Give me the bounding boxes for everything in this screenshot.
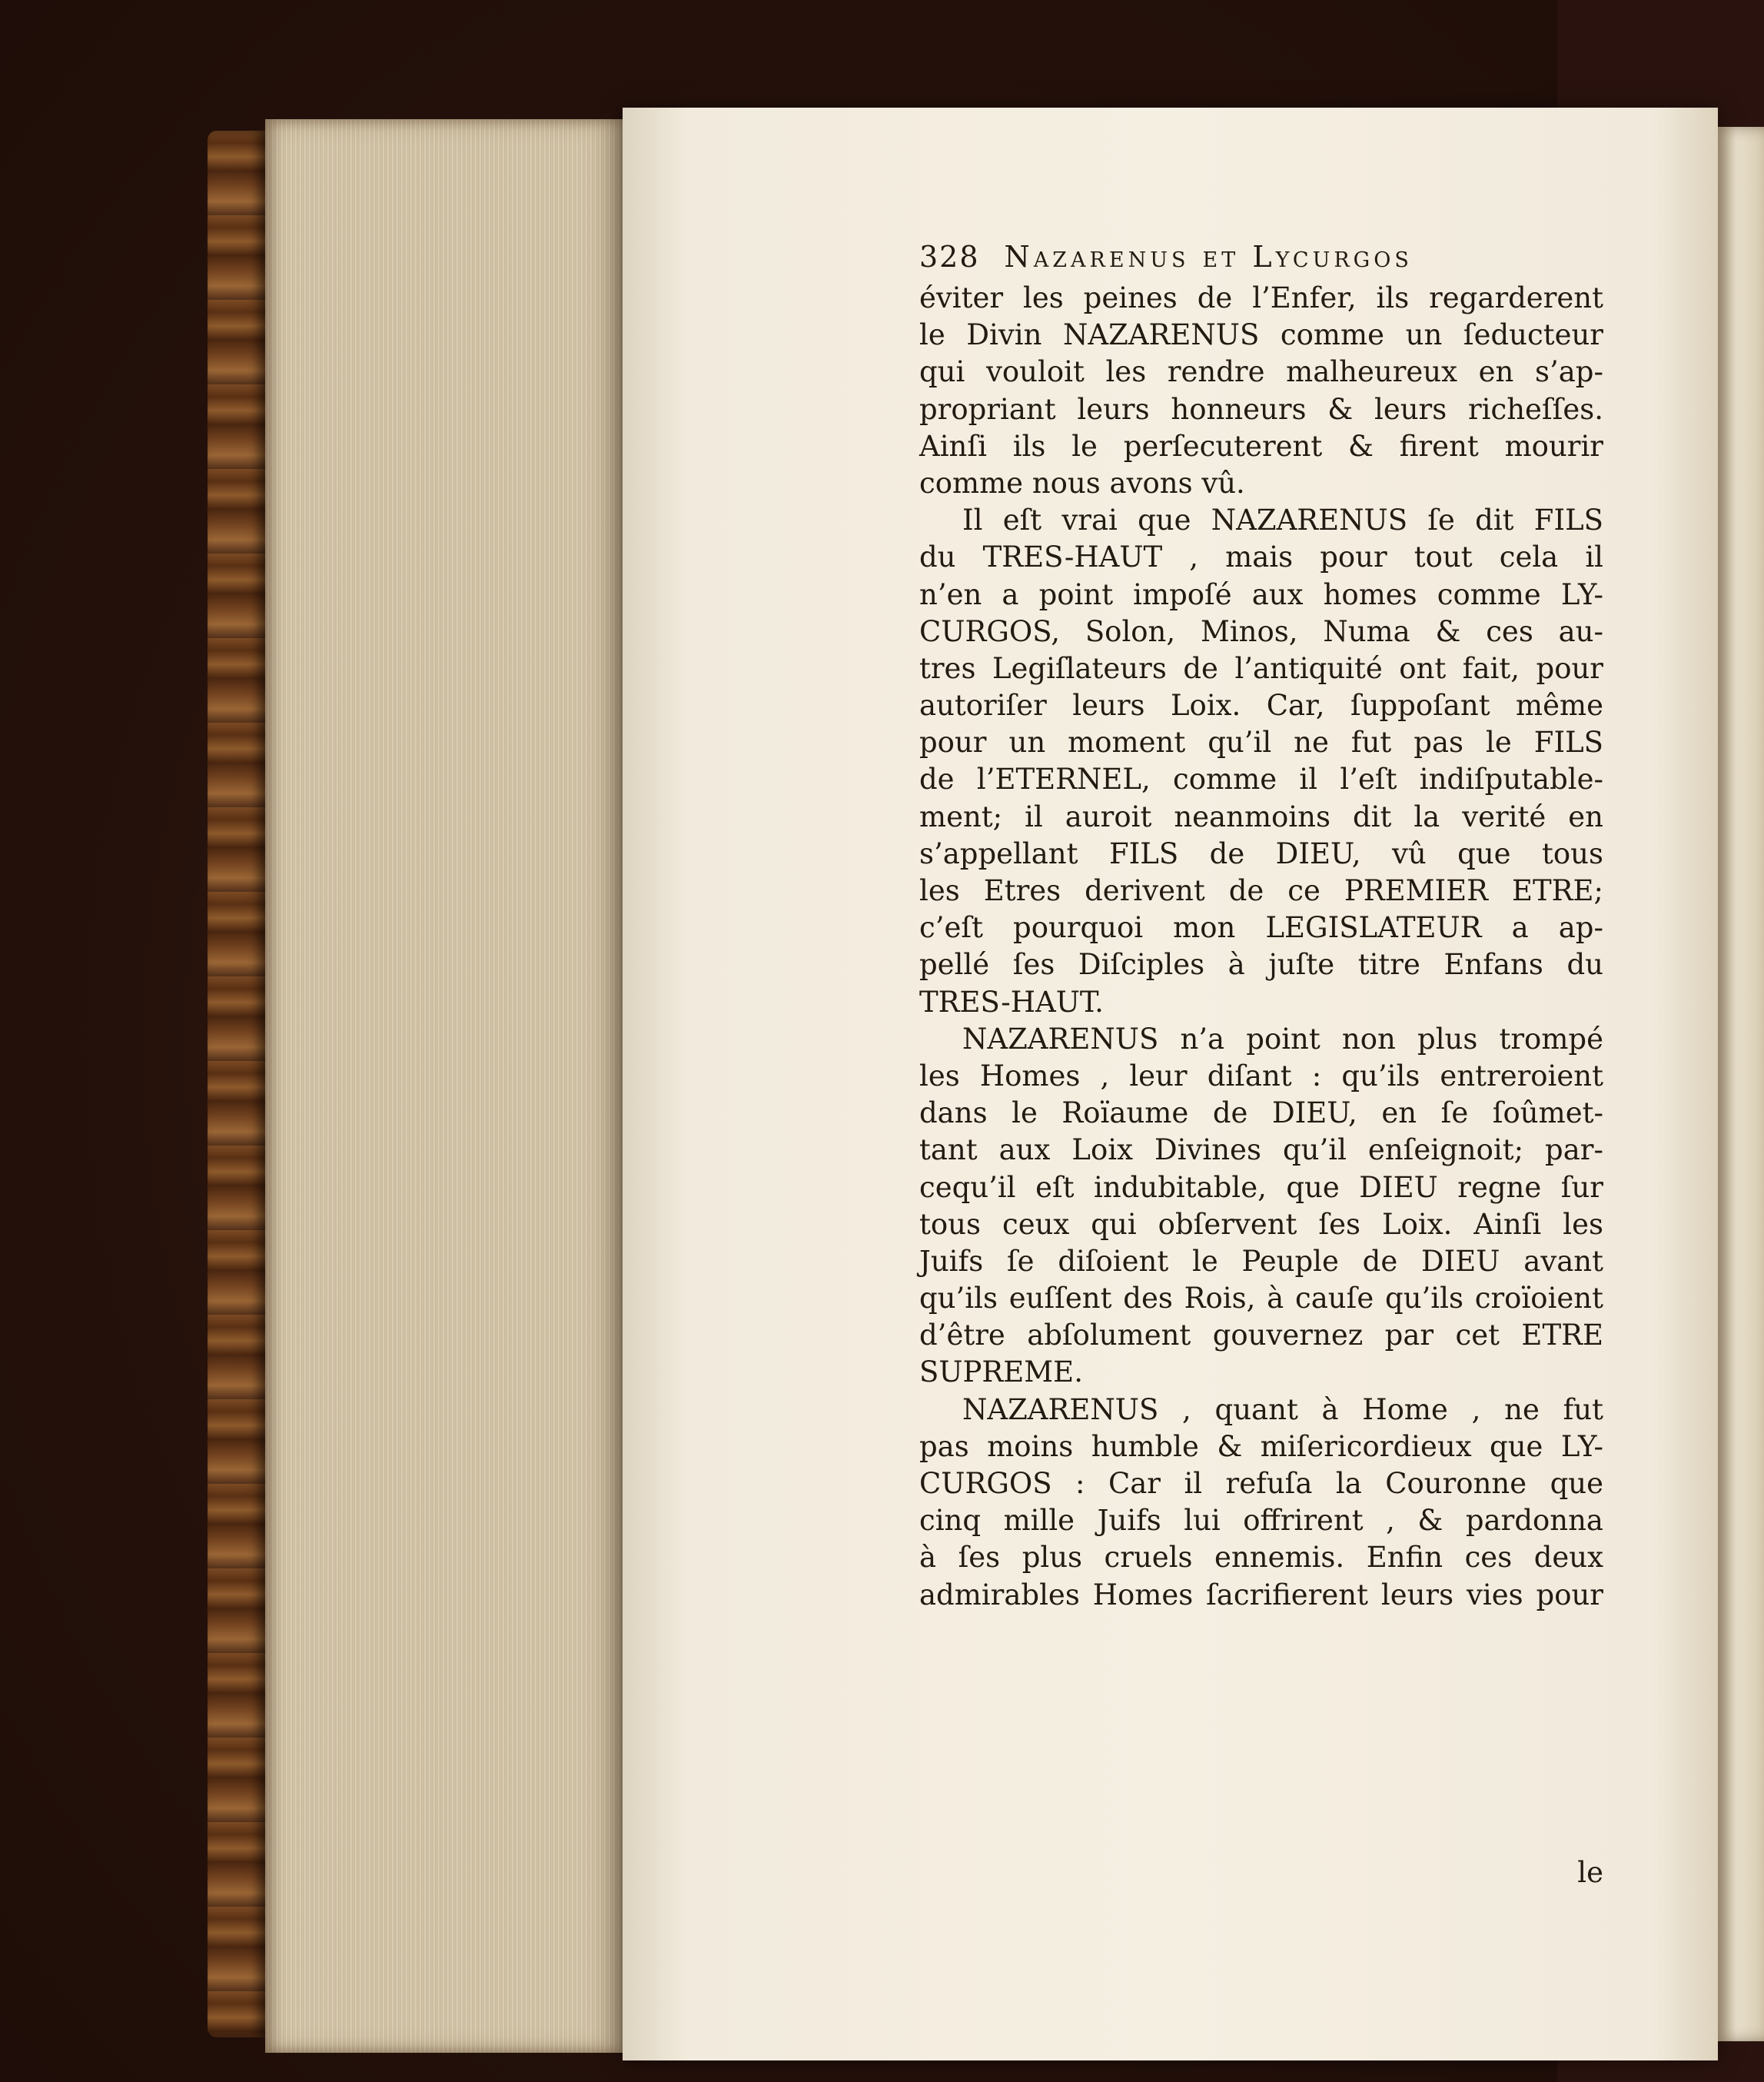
text-line: CURGOS, Solon, Minos, Numa & ces au- [919,614,1603,648]
text-line: Ainſi ils le perſecuterent & firent mourir [919,429,1603,463]
text-line: NAZARENUS n’a point non plus trompé [962,1022,1603,1056]
text-line: pellé ſes Diſciples à juſte titre Enfans du [919,948,1603,982]
text-line: les Homes , leur diſant : qu’ils entreroient [919,1059,1603,1093]
text-line: éviter les peines de l’Enfer, ils regarderent [919,281,1603,314]
page [623,108,1718,2060]
text-line: s’appellant FILS de DIEU, vû que tous [919,836,1603,870]
text-line: d’être abſolument gouvernez par cet ETRE [919,1319,1603,1352]
text-line: cequ’il eſt indubitable, que DIEU regne ſur [919,1170,1603,1204]
text-line: NAZARENUS , quant à Home , ne fut [962,1392,1603,1426]
text-line: autoriſer leurs Loix. Car, ſuppoſant même [919,689,1603,723]
open-book [208,108,1603,2076]
text-line: TRES-HAUT. [919,985,1104,1019]
facing-page-edge [1718,127,1764,2041]
text-line: Juifs ſe diſoient le Peuple de DIEU avant [919,1244,1603,1278]
text-line: les Etres derivent de ce PREMIER ETRE; [919,874,1603,907]
text-line: propriant leurs honneurs & leurs richeſſes. [919,392,1603,426]
text-line: tous ceux qui obſervent ſes Loix. Ainſi les [919,1207,1603,1241]
text-line: comme nous avons vû. [919,466,1245,500]
text-line: à ſes plus cruels ennemis. Enfin ces deux [919,1541,1603,1575]
text-line: Il eſt vrai que NAZARENUS ſe dit FILS [962,504,1603,537]
book-spine [208,131,265,2037]
page-edges [265,119,623,2053]
text-line: c’eſt pourquoi mon LEGISLATEUR a ap- [919,911,1603,945]
text-line: dans le Roïaume de DIEU, en ſe ſoûmet- [919,1096,1603,1130]
text-line: ment; il auroit neanmoins dit la verité en [919,800,1603,833]
catchword: le [1577,1856,1603,1889]
text-line: de l’ETERNEL, comme il l’eſt indiſputable- [919,763,1603,797]
catchword-area [919,240,1603,1931]
text-line: cinq mille Juifs lui offrirent , & pardonna [919,1504,1603,1538]
running-title: Nazarenus et Lycurgos [1004,240,1413,274]
text-line: admirables Homes ſacrifierent leurs vies pour [919,1578,1603,1611]
text-line: le Divin NAZARENUS comme un ſeducteur [919,318,1603,352]
text-line: pas moins humble & miſericordieux que LY- [919,1429,1603,1463]
text-line: qu’ils euſſent des Rois, à cauſe qu’ils croïoient [919,1282,1603,1315]
text-line: du TRES-HAUT , mais pour tout cela il [919,540,1603,574]
text-line: qui vouloit les rendre malheureux en s’ap- [919,355,1603,389]
text-line: tres Legiſlateurs de l’antiquité ont fait, pour [919,651,1603,685]
text-line: SUPREME. [919,1355,1083,1389]
text-line: tant aux Loix Divines qu’il enſeignoit; par- [919,1133,1603,1167]
page-number: 328 [919,240,980,274]
text-line: CURGOS : Car il refuſa la Couronne que [919,1467,1603,1500]
text-line: pour un moment qu’il ne fut pas le FILS [919,726,1603,760]
text-line: n’en a point impoſé aux homes comme LY- [919,577,1603,611]
